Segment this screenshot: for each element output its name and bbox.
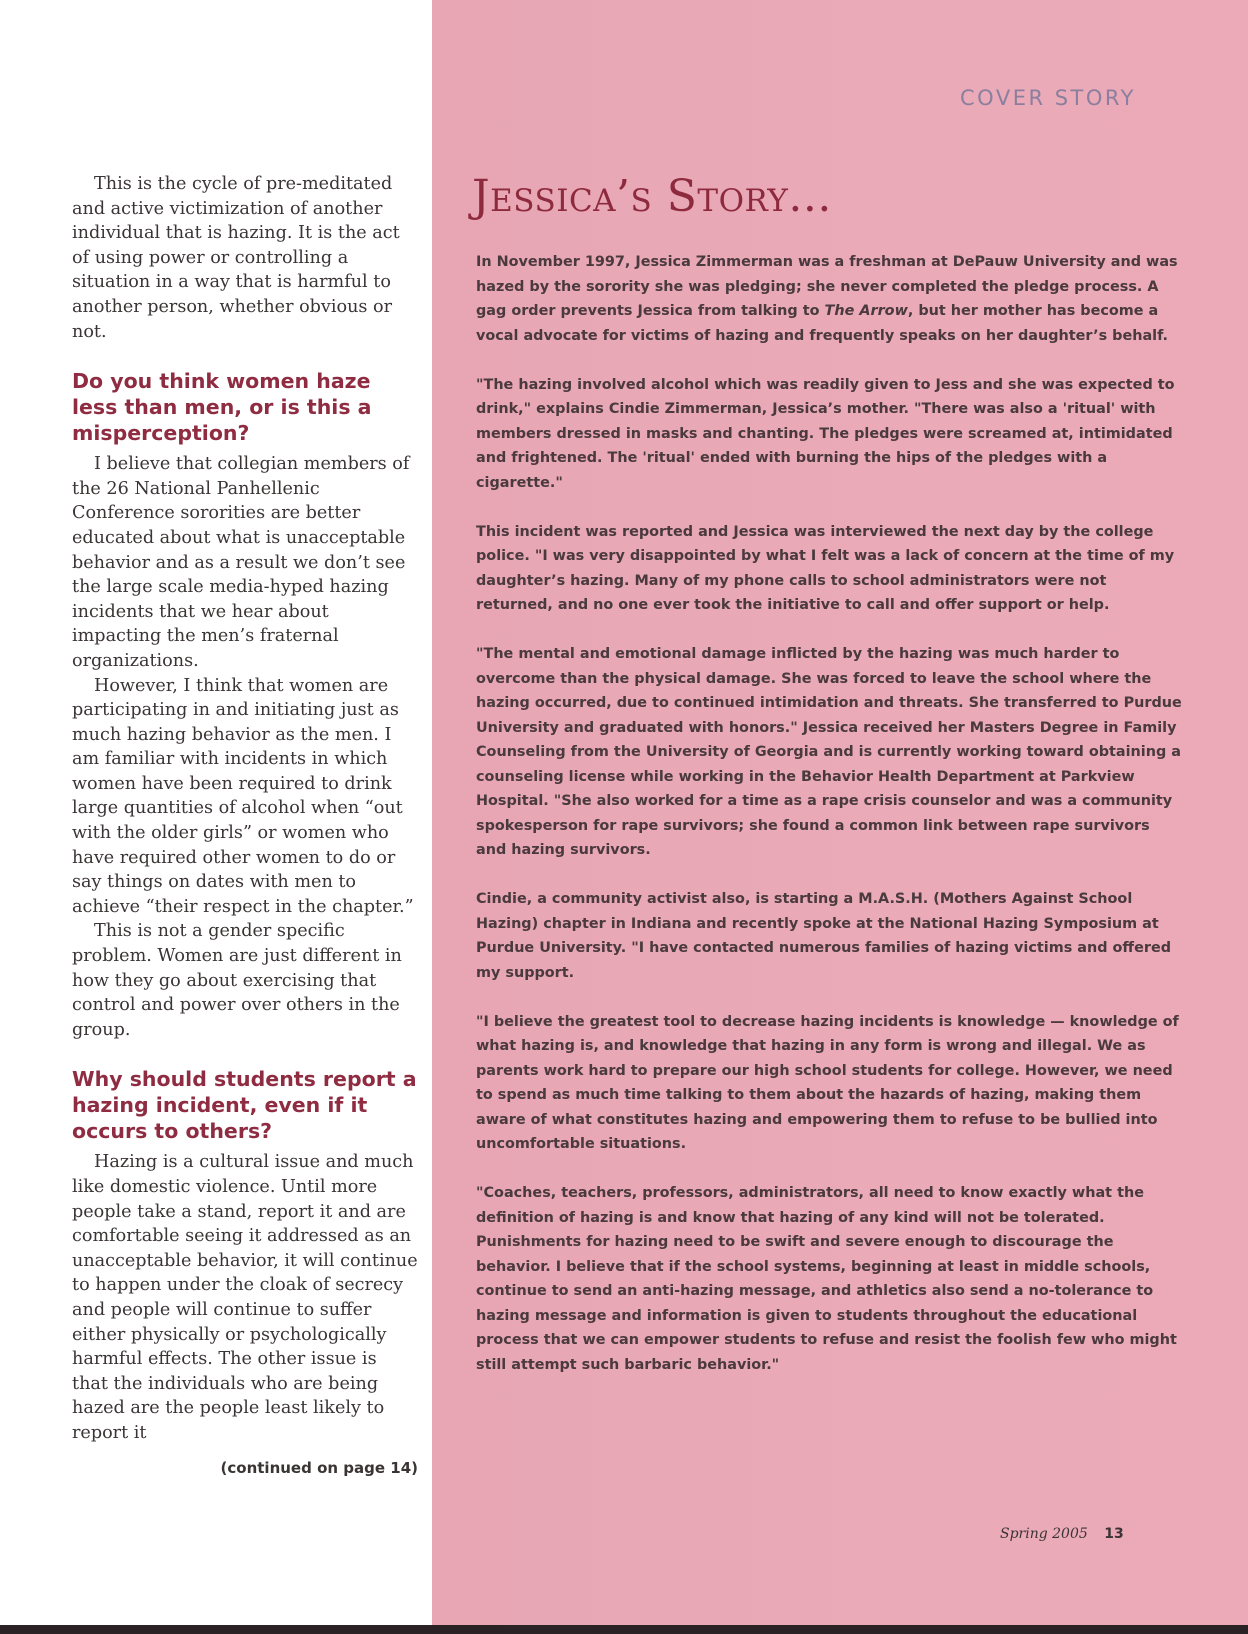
question-heading-1: Do you think women haze less than men, or is this a misperception? bbox=[72, 369, 372, 446]
story-paragraph-3: "The mental and emotional damage inflicted by the hazing was much harder to overcome than the physical damage. She was forced to leave the school where the hazing occurred, due to continued intimidation and threats. She transferred to Purdue University and graduated with honors." Jessica received her Masters Degree in Family Counseling from the University of Georgia and is currently working toward obtaining a counseling license while working in the Behavior Health Department at Parkview Hospital. "She also worked for a time as a rape crisis counselor and was a community spokesperson for rape survivors; she found a common link between rape survivors and hazing survivors. bbox=[476, 646, 1182, 858]
story-paragraph-4: Cindie, a community activist also, is starting a M.A.S.H. (Mothers Against School Hazing) chapter in Indiana and recently spoke at the National Hazing Symposium at Purdue University. "I have contacted numerous families of hazing victims and offered my support. bbox=[476, 891, 1172, 981]
section-label: COVER STORY bbox=[960, 86, 1136, 110]
answer-1-paragraph-3: This is not a gender specific problem. Women are just different in how they go about exercising that control and power over others in the group. bbox=[72, 921, 402, 1040]
article-body bbox=[476, 250, 1182, 1402]
article-title: Jessica’s Story... bbox=[472, 171, 832, 222]
left-column-text bbox=[72, 172, 418, 1480]
page-number: 13 bbox=[1104, 1526, 1124, 1542]
story-paragraph-5: "I believe the greatest tool to decrease hazing incidents is knowledge — knowledge of what hazing is, and knowledge that hazing in any form is wrong and illegal. We as parents work hard to prepare our high school students for college. However, we need to spend as much time talking to them about the hazards of hazing, making them aware of what constitutes hazing and empowering them to refuse to be bullied into uncomfortable situations. bbox=[476, 1013, 1179, 1152]
lead-text-end: , but her mother has become a vocal advocate for victims of hazing and frequently speaks on her daughter’s behalf. bbox=[476, 303, 1169, 344]
question-heading-2: Why should students report a hazing incident, even if it occurs to others? bbox=[72, 1067, 417, 1144]
story-paragraph-6: "Coaches, teachers, professors, administrators, all need to know exactly what the definition of hazing is and know that hazing of any kind will not be tolerated. Punishments for hazing need to be swift and severe enough to discourage the behavior. I believe that if the school systems, beginning at least in middle schools, continue to send an anti-hazing message, and athletics also send a no-tolerance to hazing message and information is given to students throughout the educational process that we can empower students to refuse and resist the foolish few who might still attempt such barbaric behavior." bbox=[476, 1185, 1177, 1373]
page-footer bbox=[1000, 1526, 1124, 1542]
lead-text-start: In November 1997, Jessica Zimmerman was a freshman at DePauw University and was hazed by the sorority she was pledging; she never completed the pledge process. A gag order prevents Jessica from talking to bbox=[476, 254, 1178, 319]
bottom-rule bbox=[0, 1625, 1248, 1634]
answer-1-paragraph-1: I believe that collegian members of the 26 National Panhellenic Conference sororities are better educated about what is unacceptable behavior and as a result we don’t see the large scale media-hyped hazing incidents that we hear about impacting the men’s fraternal organizations. bbox=[72, 454, 410, 671]
answer-1-paragraph-2: However, I think that women are participating in and initiating just as much hazing behavior as the men. I am familiar with incidents in which women have been required to drink large quantities of alcohol when “out with the older girls” or women who have required other women to do or say things on dates with men to achieve “their respect in the chapter.” bbox=[72, 675, 414, 917]
issue-label: Spring 2005 bbox=[1000, 1526, 1088, 1542]
story-paragraph-1: "The hazing involved alcohol which was readily given to Jess and she was expected to drink," explains Cindie Zimmerman, Jessica’s mother. "There was also a 'ritual' with members dressed in masks and chanting. The pledges were screamed at, intimidated and frightened. The 'ritual' ended with burning the hips of the pledges with a cigarette." bbox=[476, 376, 1175, 491]
intro-paragraph: This is the cycle of pre-meditated and active victimization of another individual that is hazing. It is the act of using power or controlling a situation in a way that is harmful to another person, whether obvious or not. bbox=[72, 174, 400, 342]
left-column bbox=[0, 0, 432, 1625]
publication-name: The Arrow bbox=[824, 303, 908, 319]
story-paragraph-2: This incident was reported and Jessica was interviewed the next day by the college police. "I was very disappointed by what I felt was a lack of concern at the time of my daughter’s hazing. Many of my phone calls to school administrators were not returned, and no one ever took the initiative to call and offer support or help. bbox=[476, 523, 1175, 613]
continued-notice: (continued on page 14) bbox=[220, 1458, 418, 1477]
lead-paragraph bbox=[476, 250, 1182, 348]
answer-2-paragraph-1: Hazing is a cultural issue and much like domestic violence. Until more people take a stand, report it and are comfortable seeing it addressed as an unacceptable behavior, it will continue to happen under the cloak of secrecy and people will continue to suffer either physically or psychologically harmful effects. The other issue is that the individuals who are being hazed are the people least likely to report it bbox=[72, 1152, 418, 1443]
